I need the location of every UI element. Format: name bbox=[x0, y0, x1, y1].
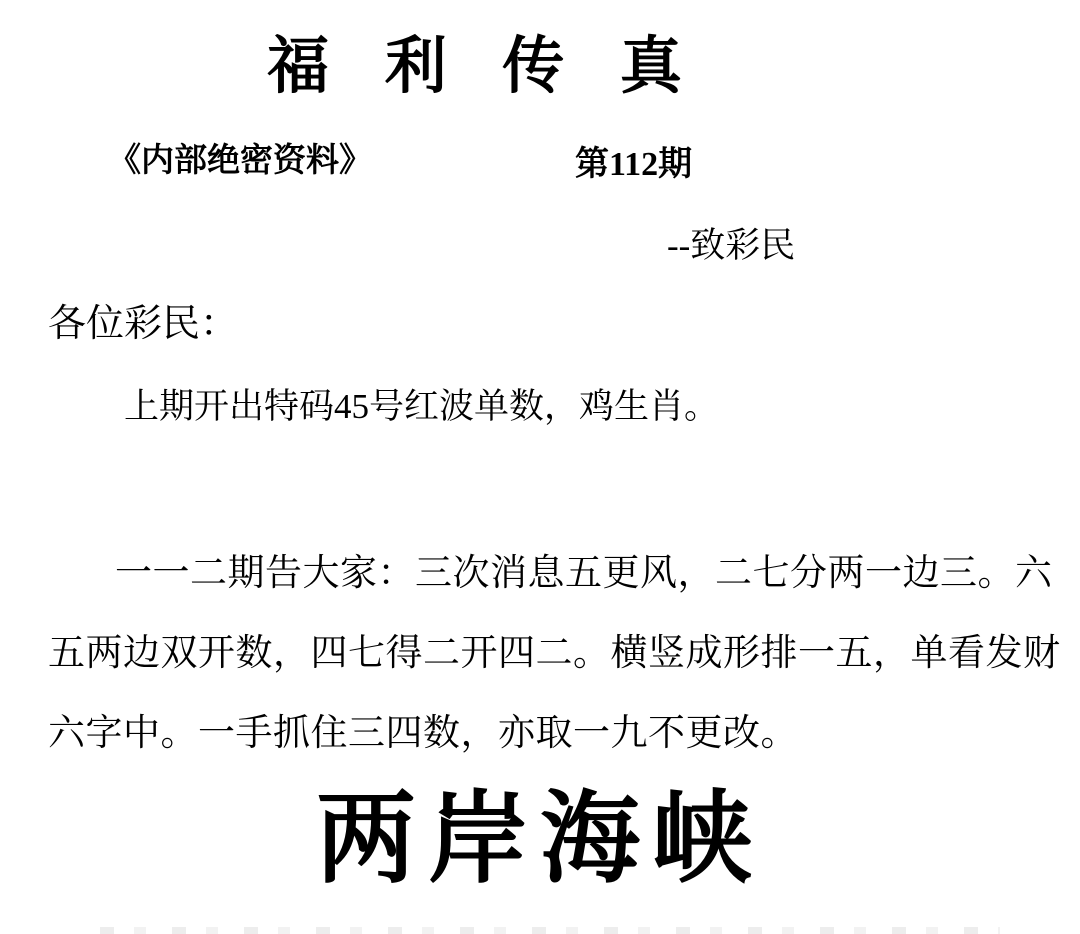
message-line: 一一二期告大家：三次消息五更风，二七分两一边三。六 bbox=[115, 553, 1053, 594]
confidential-label: 《内部绝密资料》 bbox=[108, 143, 372, 179]
dedication-line: --致彩民 bbox=[667, 226, 796, 265]
headline-phrase: 两岸海峡 bbox=[316, 784, 764, 895]
cutoff-next-line-remnant bbox=[100, 927, 1000, 934]
issue-number: 第112期 bbox=[575, 146, 693, 183]
message-line: 五两边双开数，四七得二开四二。横竖成形排一五，单看发财 bbox=[48, 633, 1061, 674]
page-title: 福 利 传 真 bbox=[267, 29, 688, 102]
greeting-line: 各位彩民： bbox=[48, 303, 239, 345]
previous-result-line: 上期开出特码45号红波单数，鸡生肖。 bbox=[124, 387, 720, 426]
message-line: 六字中。一手抓住三四数，亦取一九不更改。 bbox=[48, 713, 798, 754]
